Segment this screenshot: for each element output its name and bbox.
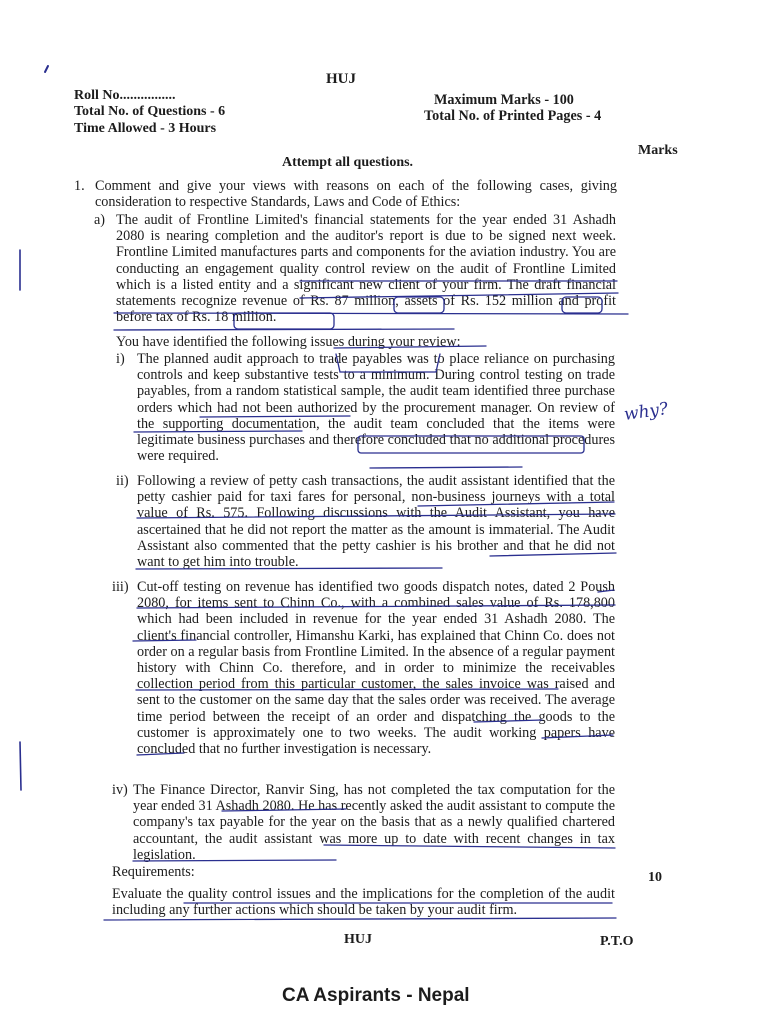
issue-label-iv: iv) bbox=[112, 782, 128, 798]
issue-text-i: The planned audit approach to trade payables was to place reliance on purchasing controls and keep substantive tests to a minimum. During control testing on trade payables, from a random statistical sample, the audit team identified three purchase orders which had not been authorized by the procurement manager. On review of the supporting documentation, the audit team concluded that the items were legitimate business purchases and therefore concluded that no additional procedures were required. bbox=[137, 351, 615, 465]
marks-column-label: Marks bbox=[638, 143, 678, 158]
requirements-text: Evaluate the quality control issues and the implications for the completion of the audit including any further actions which should be taken by your audit firm. bbox=[112, 886, 615, 919]
issue-label-ii: ii) bbox=[116, 473, 129, 489]
margin-note-why: why? bbox=[622, 399, 670, 425]
total-questions: Total No. of Questions - 6 bbox=[74, 104, 226, 119]
time-allowed: Time Allowed - 3 Hours bbox=[74, 121, 217, 136]
sub-question-a-label: a) bbox=[94, 212, 106, 228]
roll-no: Roll No................ bbox=[74, 88, 176, 103]
case-a-text: The audit of Frontline Limited's financial statements for the year ended 31 Ashadh 2080 is nearing completion and the auditor's report is due to be signed next week. Frontline Limited manufactures parts and components for the aviation industry. You are conducting an engagement quality control review on the audit of Frontline Limited which is a listed entity and a significant new client of your firm. The draft financial statements recognize revenue of Rs. 87 million, assets of Rs. 152 million and profit before tax of Rs. 18 million. bbox=[116, 212, 616, 326]
question-marks: 10 bbox=[648, 870, 662, 885]
question-number: 1. bbox=[74, 178, 85, 194]
paper-code: HUJ bbox=[326, 71, 356, 87]
issue-text-iii: Cut-off testing on revenue has identified two goods dispatch notes, dated 2 Poush 2080, for items sent to Chinn Co., with a combined sales value of Rs. 178,800 which had been included in revenue for the year ended 31 Ashadh 2080. The client's financial controller, Himanshu Karki, has explained that Chinn Co. does not order on a regular basis from Frontline Limited. In the absence of a regular payment history with Chinn Co. therefore, and in order to minimize the receivables collection period from this particular customer, the sales invoice was raised and sent to the customer on the same day that the sales order was received. The average time period between the receipt of an order and dispatching the goods to the customer is approximately one to two weeks. The audit working papers have concluded that no further investigation is necessary. bbox=[137, 579, 615, 758]
issue-text-iv: The Finance Director, Ranvir Sing, has not completed the tax computation for the year ended 31 Ashadh 2080. He has recently asked the audit assistant to compute the company's tax payable for the year on the basis that as a newly qualified chartered accountant, the audit assistant was more up to date with recent changes in tax legislation. bbox=[133, 782, 615, 863]
footer-brand: CA Aspirants - Nepal bbox=[282, 985, 470, 1006]
question-intro: Comment and give your views with reasons on each of the following cases, giving consideration to respective Standards, Laws and Code of Ethics: bbox=[95, 178, 617, 211]
maximum-marks: Maximum Marks - 100 bbox=[434, 92, 574, 108]
issues-intro: You have identified the following issues during your review: bbox=[116, 334, 461, 350]
footer-pto: P.T.O bbox=[600, 934, 634, 949]
issue-text-ii: Following a review of petty cash transactions, the audit assistant identified that the petty cashier paid for taxi fares for personal, non-business journeys with a total value of Rs. 575. Following discussions with the Audit Assistant, you have ascertained that he did not report the matter as the amount is immaterial. The Audit Assistant also commented that the petty cashier is his brother and that he did not want to get him into trouble. bbox=[137, 473, 615, 571]
issue-label-iii: iii) bbox=[112, 579, 129, 595]
footer-code: HUJ bbox=[344, 932, 372, 947]
requirements-label: Requirements: bbox=[112, 864, 195, 880]
issue-label-i: i) bbox=[116, 351, 125, 367]
printed-pages: Total No. of Printed Pages - 4 bbox=[424, 108, 602, 124]
instruction: Attempt all questions. bbox=[282, 155, 414, 170]
